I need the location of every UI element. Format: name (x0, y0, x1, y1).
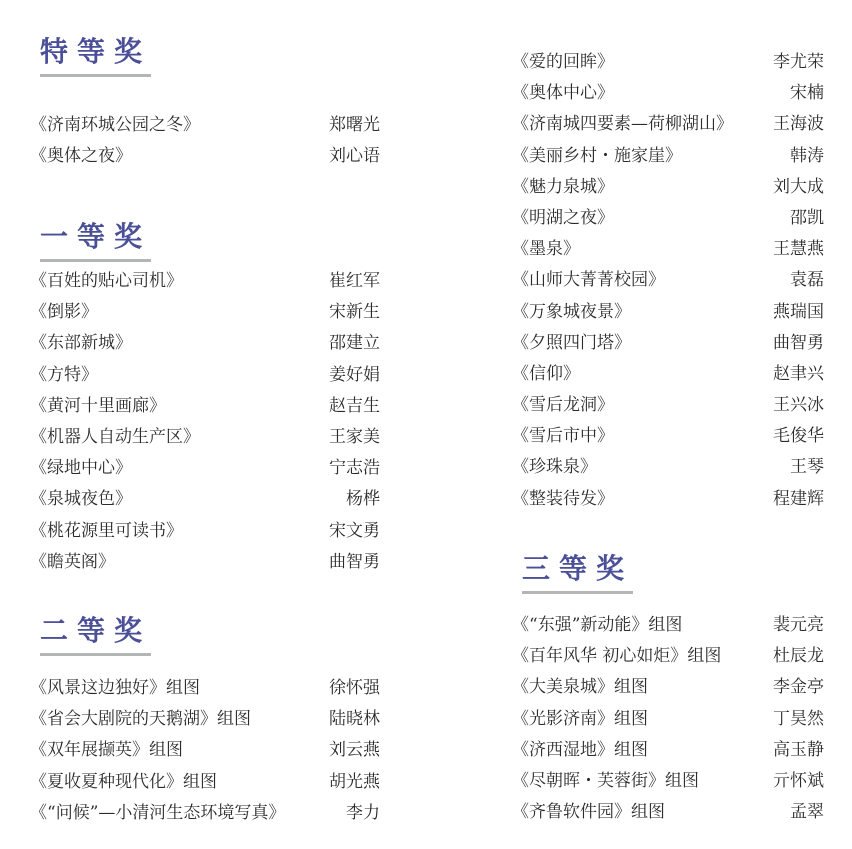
author-name: 胡光燕 (329, 771, 380, 792)
work-title: 《雪后市中》 (512, 426, 614, 447)
list-item (512, 641, 824, 672)
list-item (30, 704, 380, 735)
work-title: 《桃花源里可读书》 (30, 520, 183, 541)
list-item (512, 297, 824, 328)
work-title: 《魅力泉城》 (512, 176, 614, 197)
work-title: 《光影济南》组图 (512, 708, 648, 729)
list-item (512, 265, 824, 296)
list-item (512, 452, 824, 483)
work-title: 《齐鲁软件园》组图 (512, 802, 665, 823)
author-name: 燕瑞国 (773, 301, 824, 322)
work-title: 《整装待发》 (512, 488, 614, 509)
author-name: 曲智勇 (773, 332, 824, 353)
list-item (512, 141, 824, 172)
list-item (512, 172, 824, 203)
special-prize-list (30, 110, 380, 172)
work-title: 《信仰》 (512, 363, 580, 384)
list-item (30, 360, 380, 391)
work-title: 《省会大剧院的天鹅湖》组图 (30, 709, 251, 730)
work-title: 《济南城四要素—荷柳湖山》 (512, 114, 733, 135)
author-name: 邵凯 (790, 207, 824, 228)
third-prize-heading: 三等奖 (522, 547, 633, 594)
list-item (30, 391, 380, 422)
work-title: 《瞻英阁》 (30, 551, 115, 572)
list-item (512, 328, 824, 359)
list-item (30, 673, 380, 704)
author-name: 袁磊 (790, 270, 824, 291)
second-prize-heading: 二等奖 (40, 609, 151, 656)
author-name: 宋新生 (329, 302, 380, 323)
work-title: 《大美泉城》组图 (512, 677, 648, 698)
work-title: 《夕照四门塔》 (512, 332, 631, 353)
work-title: 《雪后龙洞》 (512, 395, 614, 416)
author-name: 曲智勇 (329, 551, 380, 572)
work-title: 《奥体中心》 (512, 83, 614, 104)
list-item (30, 453, 380, 484)
author-name: 崔红军 (329, 271, 380, 291)
work-title: 《方特》 (30, 364, 98, 385)
list-item (512, 203, 824, 234)
list-item (512, 78, 824, 109)
author-name: 陆晓林 (329, 709, 380, 730)
work-title: 《明湖之夜》 (512, 207, 614, 228)
list-item (30, 266, 380, 297)
work-title: 《夏收夏种现代化》组图 (30, 771, 217, 792)
work-title: 《墨泉》 (512, 239, 580, 260)
work-title: 《万象城夜景》 (512, 301, 631, 322)
second-prize-list-right (512, 47, 824, 515)
list-item (512, 797, 824, 828)
author-name: 韩涛 (790, 145, 824, 166)
list-item (512, 234, 824, 265)
list-item (30, 767, 380, 798)
list-item (30, 110, 380, 141)
author-name: 宋文勇 (329, 520, 380, 541)
list-item (30, 297, 380, 328)
author-name: 王家美 (329, 426, 380, 447)
list-item (512, 359, 824, 390)
work-title: 《绿地中心》 (30, 458, 132, 479)
author-name: 杨桦 (346, 489, 380, 510)
author-name: 丁昊然 (773, 708, 824, 729)
list-item (512, 484, 824, 515)
author-name: 李尤荣 (773, 52, 824, 72)
list-item (512, 390, 824, 421)
work-title: 《“问候”—小清河生态环境写真》 (30, 802, 286, 823)
author-name: 高玉静 (773, 739, 824, 760)
work-title: 《双年展撷英》组图 (30, 740, 183, 761)
author-name: 王慧燕 (773, 239, 824, 260)
work-title: 《风景这边独好》组图 (30, 678, 200, 698)
first-prize-list (30, 266, 380, 578)
first-prize-heading: 一等奖 (40, 215, 151, 262)
author-name: 宁志浩 (329, 458, 380, 479)
list-item (30, 422, 380, 453)
work-title: 《东部新城》 (30, 333, 132, 354)
author-name: 邵建立 (329, 333, 380, 354)
author-name: 王兴冰 (773, 395, 824, 416)
author-name: 王琴 (790, 457, 824, 478)
author-name: 宋楠 (790, 83, 824, 104)
second-prize-list-left (30, 673, 380, 829)
list-item (30, 735, 380, 766)
author-name: 李金亭 (773, 677, 824, 698)
author-name: 裴元亮 (773, 615, 824, 635)
list-item (512, 421, 824, 452)
author-name: 毛俊华 (773, 426, 824, 447)
list-item (512, 672, 824, 703)
list-item (512, 704, 824, 735)
list-item (30, 484, 380, 515)
third-prize-list (512, 610, 824, 828)
work-title: 《“东强”新动能》组图 (512, 615, 683, 635)
list-item (512, 766, 824, 797)
author-name: 杜辰龙 (773, 646, 824, 667)
work-title: 《泉城夜色》 (30, 489, 132, 510)
author-name: 姜好娟 (329, 364, 380, 385)
work-title: 《机器人自动生产区》 (30, 426, 200, 447)
work-title: 《济南环城公园之冬》 (30, 115, 200, 135)
special-prize-heading: 特等奖 (40, 30, 151, 77)
work-title: 《爱的回眸》 (512, 52, 614, 72)
author-name: 王海波 (773, 114, 824, 135)
list-item (512, 109, 824, 140)
author-name: 孟翠 (790, 802, 824, 823)
author-name: 赵聿兴 (773, 363, 824, 384)
work-title: 《尽朝晖・芙蓉街》组图 (512, 770, 699, 791)
author-name: 刘云燕 (329, 740, 380, 761)
list-item (512, 610, 824, 641)
work-title: 《山师大菁菁校园》 (512, 270, 665, 291)
list-item (30, 328, 380, 359)
work-title: 《倒影》 (30, 302, 98, 323)
work-title: 《美丽乡村・施家崖》 (512, 145, 682, 166)
work-title: 《百年风华 初心如炬》组图 (512, 646, 722, 667)
author-name: 程建辉 (773, 488, 824, 509)
author-name: 赵吉生 (329, 395, 380, 416)
work-title: 《珍珠泉》 (512, 457, 597, 478)
work-title: 《奥体之夜》 (30, 146, 132, 167)
author-name: 李力 (346, 802, 380, 823)
author-name: 郑曙光 (329, 115, 380, 135)
author-name: 亓怀斌 (773, 770, 824, 791)
list-item (512, 47, 824, 78)
work-title: 《济西湿地》组图 (512, 739, 648, 760)
author-name: 徐怀强 (329, 678, 380, 698)
author-name: 刘心语 (329, 146, 380, 167)
list-item (30, 798, 380, 829)
list-item (512, 735, 824, 766)
list-item (30, 547, 380, 578)
work-title: 《百姓的贴心司机》 (30, 271, 183, 291)
list-item (30, 141, 380, 172)
author-name: 刘大成 (773, 176, 824, 197)
work-title: 《黄河十里画廊》 (30, 395, 166, 416)
list-item (30, 516, 380, 547)
